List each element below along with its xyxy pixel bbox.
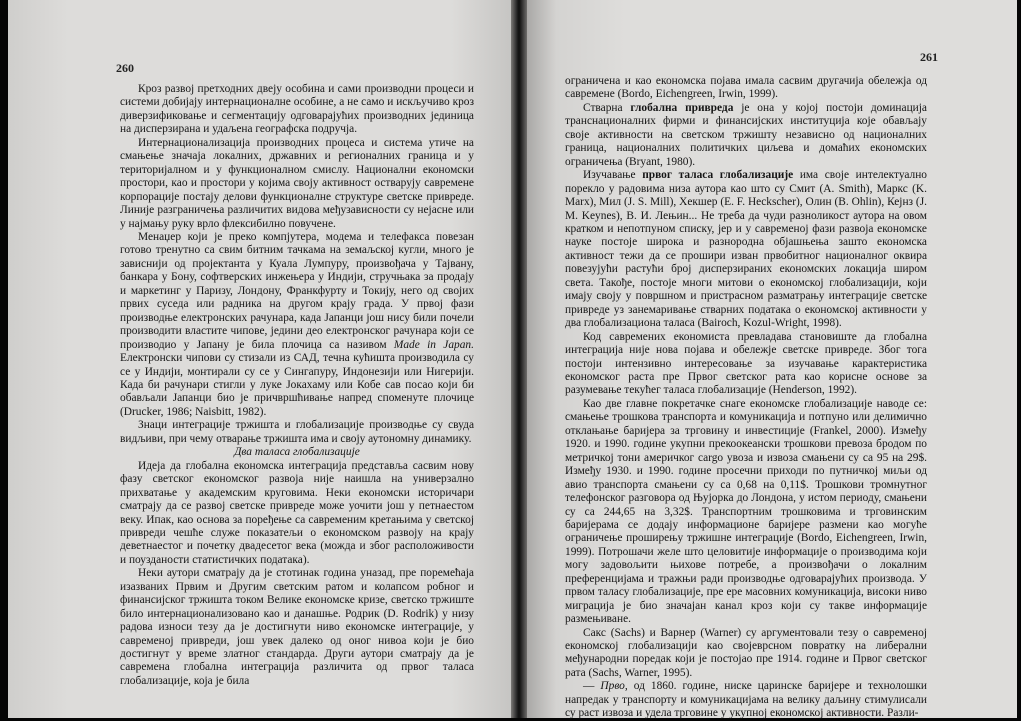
left-page xyxy=(8,0,511,718)
paragraph: Сакс (Sachs) и Варнер (Warner) су аргументовали тезу о савременој економској глобализацији као својеврсном повратку на либерални међународни поредак који је постојао пре 1914. године и Првог светског рата (Sachs, Warner, 1995). xyxy=(565,626,927,679)
section-heading: Два таласа глобализације xyxy=(234,446,360,459)
paragraph: Интернационализација производних процеса и система утиче на смањење значаја локалних, државних и регионалних граница и у територијалном и у функционалном смислу. Национални економски простори, као и простори у којима своју активност остварују савремене корпорације постају делови функционалне структуре светске привреде. Линије разграничења различитих видова међузависности су нејасне или у најмању руку врло флексибилно повучене. xyxy=(120,136,474,230)
paragraph: Код савремених економиста превладава становиште да глобална интеграција није нова појава и обележје светске привреде. Због тога постоји интензивно интересовање за изучавање карактеристика економског раста пре Првог светског рата као корисне основе за разумевање текућег таласа глобализације (Henderson, 1992). xyxy=(565,330,927,397)
paragraph: Знаци интеграције тржишта и глобализације производње су свуда видљиви, при чему отварање тржишта има и своју аутономну динамику. xyxy=(120,419,474,445)
paragraph: ограничена и као економска појава имала сасвим другачија обележја од савремене (Bordo, Eichengreen, Irwin, 1999). xyxy=(565,75,927,101)
right-page xyxy=(527,0,1017,718)
paragraph: Као две главне покретачке снаге економске глобализације наводе се: смањење трошкова транспорта и комуникација и потпуно или делимично отклањање баријера за трговину и инвестиције (Frankel, 2000). Између 1920. и 1990. године укупни прекоокеански трошкови превоза бродом по метричкој тони америчког cargo увоза и извоза смањени су са 95 на 29$. Између 1930. и 1990. године просечни приходи по путничкој миљи од авио транспорта смањени су са 0,68 на 0,11$. Трошкови тромнутног телефонског разговора од Њујорка до Лондона, у истом периоду, смањени су са 244,65 на 3,32$. Транспортним трошковима и трговинским баријерама се додају информационе баријере размени као могуће ограничење проширењу тржишне интеграције (Bordo, Eichengreen, Irwin, 1999). Потрошачи желе што целовитије информације о производима који могу задовољити њихове потребе, а произвођачи о локалним преференцијама и тражњи ради производње одговарајућих производа. У првом таласу глобализације, пре ере масовних комуникација, високи ниво миграција је био значајан канал кроз који су такве информације размењиване. xyxy=(565,397,927,626)
right-page-body xyxy=(565,75,927,721)
paragraph: Неки аутори сматрају да је стотинак година уназад, пре поремећаја изазваних Првим и Другим светским ратом и колапсом робног и финансијског тржишта током Велике економске кризе, светско тржиште било интернационализовано као и данашње. Родрик (D. Rodrik) у низу радова износи тезу да је достигнути ниво економске интеграције, у савременој привреди, још увек далеко од оног нивоа који је био достигнут у време златног стандарда. Други аутори сматрају да је савремена глобална интеграција различита од првог таласа глобализације, која је била xyxy=(120,567,474,687)
paragraph: — Прво, од 1860. године, ниске царинске баријере и технолошки напредак у транспорту и комуникацијама на велику даљину стимулисали су раст извоза и удела трговине у укупној економској активности. Разли- xyxy=(565,680,927,720)
left-page-body xyxy=(120,83,474,688)
paragraph: Кроз развој претходних двеју особина и сами производни процеси и системи добијају интернационалне особине, а не само и искључиво кроз диверзификовање и сегментацију одговарајућих производних јединица на дисперзирана и удаљена географска подручја. xyxy=(120,83,474,136)
paragraph: Идеја да глобална економска интеграција представља сасвим нову фазу светског економског развоја није наишла на универзално прихватање у академским круговима. Неки економски историчари сматрају да се развој светске привреде може уочити још у петнаестом веку. Ипак, као основа за поређење са савременим кретањима у светској привреди чешће служе показатељи о економском развоју на крају деветнаестог и почетку двадесетог века (можда и због расположивости и поузданости статистичких података). xyxy=(120,459,474,566)
page-number-left: 260 xyxy=(116,61,134,75)
page-number-right: 261 xyxy=(920,50,938,64)
paragraph: Менаџер који је преко компјутера, модема и телефакса повезан готово тренутно са свим битним тачкама на земаљској кугли, много је зависнији од пројектанта у Куала Лумпуру, произвођача у Тајвану, банкара у Бону, софтверских инжењера у Индији, стручњака за продају и маркетинг у Паризу, Лондону, Франкфурту и Токију, него од својих првих суседа или радника на другом крају града. У првој фази производње електронских рачунара, када Јапанци још нису били почели производити властите чипове, једини део електронског рачунара који се производио у Јапану је била плочица са називом Made in Japan. Електронски чипови су стизали из САД, течна кућишта производила су се у Индији, монтирали су се у Сингапуру, Индонезији или Нигерији. Када би рачунари стигли у луке Јокахаму или Кобе сав посао који би обављали Јапанци био је причвршћивање напред споменуте плочице (Drucker, 1986; Naisbitt, 1982). xyxy=(120,230,474,418)
paragraph: Стварна глобална привреда је она у којој постоји доминација транснационалних фирми и финансијских институција које обављају своје активности на светском тржишту независно од националних граница, националних политичких циљева и домаћих економских ограничења (Bryant, 1980). xyxy=(565,101,927,168)
paragraph: Изучавање првог таласа глобализације има своје интелектуално порекло у радовима низа аутора као што су Смит (A. Smith), Маркс (K. Marx), Мил (J. S. Mill), Хекшер (E. F. Heckscher), Олин (B. Ohlin), Кејнз (J. M. Keynes), В. И. Лењин... Не треба да чуди разноликост аутора на овом кратком и непотпуном списку, јер и у савременој фази развоја економске науке постоје широка и разнородна објашњења зашто економска активност тежи да се прошири изван првобитног националног оквира повезујући растући број дисперзираних економских локација широм света. Такође, постоје многи митови о економској глобализацији, који имају своју у површном и пристрасном разматрању интеграције светске привреде уз занемаривање стварних података о економској активности у два глобализациона таласа (Bairoch, Kozul-Wright, 1998). xyxy=(565,169,928,330)
book-spine xyxy=(511,0,527,718)
